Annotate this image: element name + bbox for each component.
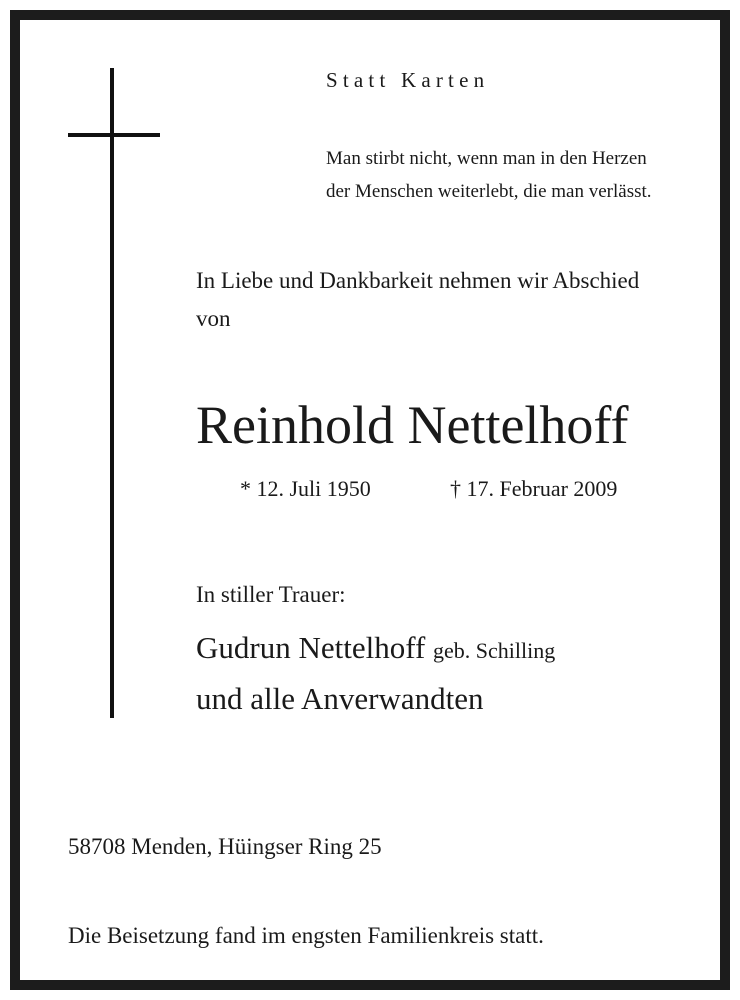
birth-date: * 12. Juli 1950	[240, 476, 371, 501]
survivor-others: und alle Anverwandten	[196, 681, 484, 716]
quote	[326, 142, 652, 208]
spouse-name: Gudrun Nettelhoff	[196, 630, 426, 665]
intro-line-1: In Liebe und Dankbarkeit nehmen wir Abschied	[196, 268, 640, 293]
quote-line-2: der Menschen weiterlebt, die man verlässt.	[326, 181, 652, 202]
death-date: † 17. Februar 2009	[450, 476, 618, 501]
spouse-maiden-name: geb. Schilling	[433, 638, 556, 663]
address: 58708 Menden, Hüingser Ring 25	[68, 834, 382, 859]
intro-text	[196, 262, 639, 338]
cross-icon-horizontal	[68, 133, 160, 137]
obituary-card	[10, 10, 730, 990]
funeral-note: Die Beisetzung fand im engsten Familienkreis statt.	[68, 923, 544, 948]
deceased-name: Reinhold Nettelhoff	[196, 395, 629, 455]
quote-line-1: Man stirbt nicht, wenn man in den Herzen	[326, 148, 647, 169]
intro-line-2: von	[196, 306, 231, 331]
cross-icon-vertical	[110, 68, 114, 718]
survivors	[196, 624, 555, 723]
header-statt-karten: Statt Karten	[326, 68, 490, 92]
survivor-spouse	[196, 624, 555, 675]
mourning-label: In stiller Trauer:	[196, 582, 346, 607]
